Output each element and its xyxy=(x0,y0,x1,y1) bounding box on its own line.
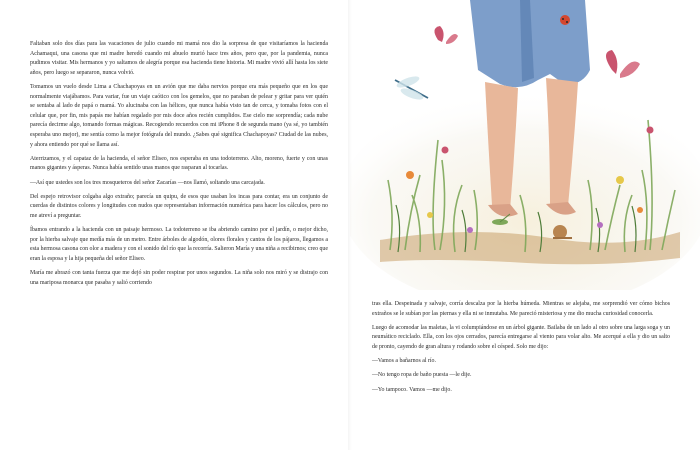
page-gutter xyxy=(348,0,352,450)
right-page-text xyxy=(372,300,670,400)
paragraph: —Yo tampoco. Vamos —me dijo. xyxy=(372,386,452,393)
paragraph: Íbamos entrando a la hacienda con un paisaje hermoso. La todoterreno se iba abriendo camino por el jardín, o mejor dicho, por la hierba salvaje que medía más de un metro. Entre árboles de algodón, olores florales y cantos de los pájaros, llegamos a esta hermosa casona con olor a madera y con el sonido del río que la recorría. Salieron María y una niña a recibirnos; creo que eran la esposa y la hija pequeña del señor Eliseo. xyxy=(30,227,328,262)
paragraph: Tomamos un vuelo desde Lima a Chachapoyas en un avión que me daba nervios porque era más pequeño que en los que normalmente viajábamos. Para variar, fue un viaje caótico con los gemelos, que no paraban de pelear y gritar para ver quién se sentaba al lado de papá o mamá. Yo alucinaba con las hélices, que nunca había visto tan de cerca, y tomaba fotos con el celular que, por fin, mis papás me habían regalado por mis doce años recién cumplidos. Ese cielo me sorprendía; cada nube parecía decirme algo, tomando formas mágicas. Recogiendo recuerdos con mi iPhone 8 de segunda mano (ya sé, yo también esperaba uno mejor), me sentía como la mejor fotógrafa del mundo. ¿Sabes qué significa Chachapoyas? Ciudad de las nubes, y ahora entiendo por qué se llama así. xyxy=(30,83,328,148)
paragraph: Aterrizamos, y el capataz de la hacienda, el señor Eliseo, nos esperaba en una todoterreno. Alto, moreno, fuerte y con unas manos gigantes y ásperas. Nunca había sentido unas manos que rasparan al tocarlas. xyxy=(30,155,328,172)
paragraph: —Así que ustedes son los tres mosqueteros del señor Zacarías —nos llamó, soltando una carcajada. xyxy=(30,179,265,186)
left-page-text xyxy=(30,40,328,293)
butterfly xyxy=(434,26,458,44)
butterfly xyxy=(606,50,640,78)
dragonfly xyxy=(395,74,428,102)
illustration-art xyxy=(350,0,700,290)
paragraph: Luego de acomodar las maletas, la vi columpiándose en un árbol gigante. Bailaba de un lado al otro sobre una larga soga y un neumático reciclado. Ella, con los ojos cerrados, parecía entregarse al viento para volar alto. Me acerqué a ella y dio un salto de pronto, cayendo de gran altura y rodando sobre el césped. Solo me dijo: xyxy=(372,324,670,350)
paragraph: —Vamos a bañarnos al río. xyxy=(372,358,436,365)
paragraph: Del espejo retrovisor colgaba algo extraño; parecía un quipu, de esos que usaban los incas para contar, era un conjunto de cuerdas de distintos colores y longitudes con nudos que representaban información numérica para hacer los cálculos, pero no me atreví a preguntar. xyxy=(30,193,328,219)
paragraph: —No tengo ropa de baño puesta —le dije. xyxy=(372,372,472,379)
paragraph: María me abrazó con tanta fuerza que me dejó sin poder respirar por unos segundos. La niña solo nos miró y se distrajo con una mariposa monarca que pasaba y salió corriendo xyxy=(30,270,328,286)
watercolor-illustration xyxy=(350,0,700,290)
paragraph: tras ella. Despeinada y salvaje, corría descalza por la hierba húmeda. Mientras se alejaba, me sorprendió ver cómo bichos extraños se le subían por las piernas y ella ni se inmutaba. Me pareció misteriosa y me dio mucha curiosidad conocerla. xyxy=(372,301,670,317)
paragraph: Faltaban solo dos días para las vacaciones de julio cuando mi mamá nos dio la sorpresa de que visitaríamos la hacienda Achamaqui, una casona que mi madre heredó cuando mi abuelo murió hace tres años, pero que, por la pandemia, nunca pudimos visitar. Mis hermanos y yo saltamos de alegría porque esa hacienda tiene historia. Mi madre vivió allí hasta los siete años, pero luego se separaron, nunca volvió. xyxy=(30,41,328,76)
ladybug xyxy=(560,15,570,25)
